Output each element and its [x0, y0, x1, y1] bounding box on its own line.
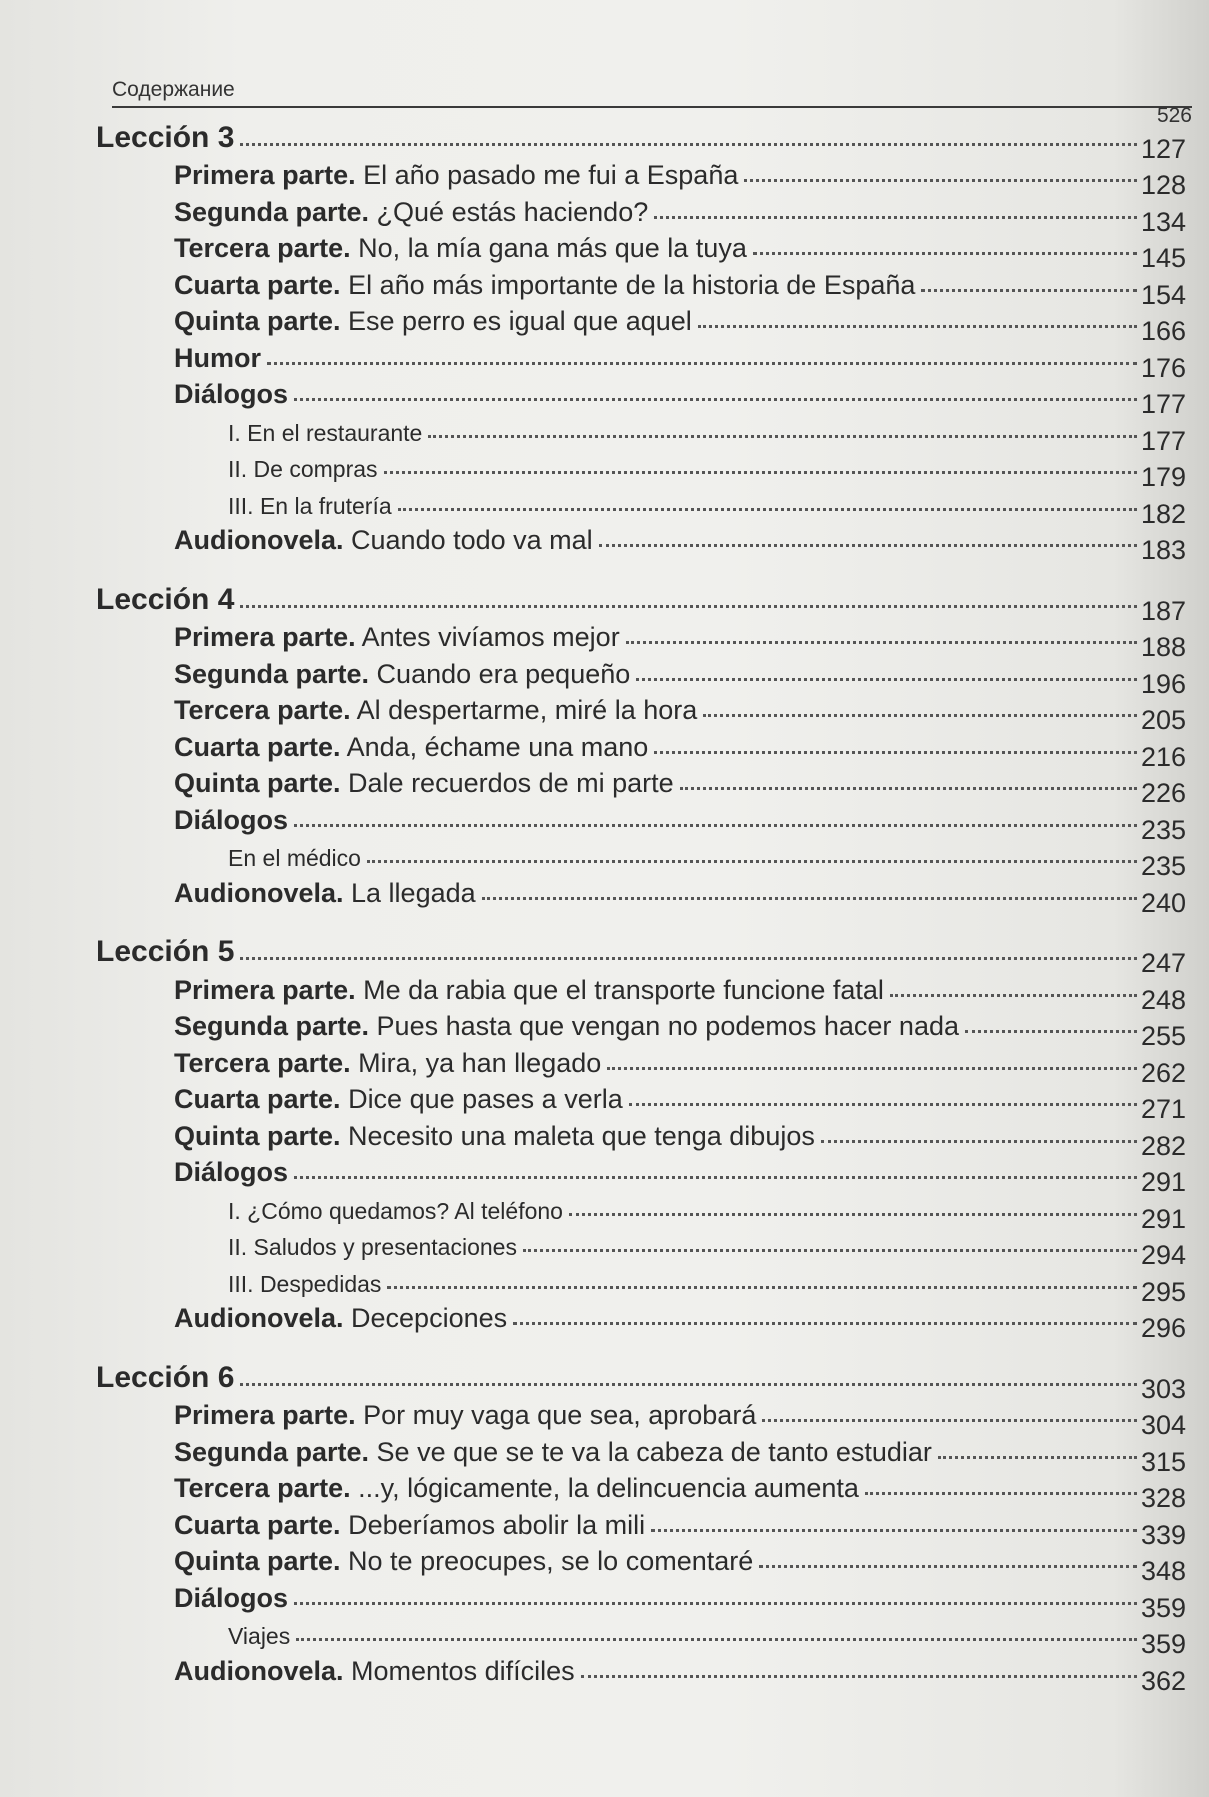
page-number: 216 [1140, 741, 1186, 772]
dot-leader [384, 471, 1137, 474]
entry-text [96, 1303, 507, 1334]
entry-text [96, 456, 378, 483]
entry-label: Diálogos [174, 379, 289, 409]
entry-text [96, 1234, 517, 1261]
entry-text [96, 1157, 288, 1188]
entry-text [96, 975, 884, 1006]
dot-leader [367, 860, 1137, 863]
dot-leader [654, 751, 1137, 754]
entry-title: Anda, échame una mano [340, 731, 649, 762]
entry-text [96, 1546, 753, 1577]
entry-label: Segunda parte. [174, 196, 370, 227]
toc-entry [96, 228, 1186, 273]
entry-text [96, 659, 630, 690]
entry-label: Quinta parte. [174, 768, 341, 798]
entry-label: Primera parte. [174, 1400, 356, 1430]
page-number: 196 [1140, 668, 1186, 699]
entry-title: El año pasado me fui a España [355, 160, 739, 190]
entry-title: Por muy vaga que sea, aprobará [355, 1400, 757, 1430]
entry-label: Diálogos [174, 804, 289, 835]
toc-entry [96, 1431, 1186, 1477]
entry-title: Pues hasta que vengan no podemos hacer nada [369, 1011, 959, 1041]
entry-title: Necesito una maleta que tenga dibujos [340, 1120, 815, 1151]
entry-text [96, 493, 392, 520]
lesson-heading [96, 580, 1186, 626]
entry-text [96, 197, 648, 228]
entry-text [96, 845, 361, 872]
header-title: Содержание [112, 78, 235, 101]
dot-leader [759, 1565, 1137, 1568]
entry-label: Cuarta parte. [174, 269, 341, 300]
entry-title: III. En la frutería [228, 492, 392, 519]
page-number: 303 [1140, 1373, 1186, 1404]
entry-label: Diálogos [174, 1582, 289, 1613]
entry-title: ¿Qué estás haciendo? [369, 196, 649, 227]
entry-label: Segunda parte. [174, 658, 370, 689]
entry-label: Audionovela. [174, 1655, 344, 1686]
entry-title: Dice que pases a verla [340, 1084, 623, 1114]
entry-text [96, 379, 288, 410]
lesson-block [96, 118, 1186, 565]
toc-entry [96, 1504, 1186, 1550]
page-number: 348 [1140, 1556, 1186, 1586]
entry-label: Audionovela. [174, 877, 344, 908]
page-number: 183 [1140, 535, 1186, 565]
entry-title: El año más importante de la historia de España [340, 269, 916, 300]
page-number: 134 [1140, 206, 1186, 237]
toc-entry [96, 1079, 1186, 1124]
entry-label: Primera parte. [174, 622, 356, 652]
page-number: 304 [1140, 1410, 1186, 1440]
entry-text [96, 160, 738, 191]
page-number: 295 [1140, 1276, 1186, 1307]
dot-leader [513, 1322, 1137, 1325]
toc-entry [96, 653, 1186, 699]
toc-entry [96, 872, 1186, 918]
toc-subentry [96, 836, 1186, 881]
dot-leader [240, 1383, 1137, 1386]
lesson-title: Lección 6 [96, 1360, 235, 1394]
toc-entry [96, 1115, 1186, 1161]
toc-entry [96, 520, 1186, 565]
toc-subentry [96, 1225, 1186, 1270]
entry-text [96, 768, 674, 799]
entry-text [96, 695, 697, 726]
entry-title: Mira, ya han llegado [350, 1047, 602, 1078]
dot-leader [654, 216, 1137, 219]
toc-subentry [96, 1261, 1186, 1307]
page-number: 128 [1140, 170, 1186, 200]
page-number: 271 [1140, 1094, 1186, 1124]
toc-entry [96, 155, 1186, 200]
entry-label: Tercera parte. [174, 1047, 351, 1078]
entry-text [96, 306, 692, 337]
page-number: 145 [1140, 243, 1186, 273]
page-number: 182 [1140, 498, 1186, 529]
page-number: 177 [1140, 389, 1186, 419]
dot-leader [965, 1030, 1137, 1033]
dot-leader [921, 289, 1137, 292]
entry-title: II. Saludos y presentaciones [228, 1234, 517, 1260]
dot-leader [387, 1286, 1137, 1289]
page-number: 291 [1140, 1167, 1186, 1197]
dot-leader [753, 252, 1137, 255]
entry-label: Diálogos [174, 1157, 289, 1187]
entry-label: Primera parte. [174, 974, 356, 1005]
dot-leader [607, 1067, 1137, 1070]
entry-text [96, 1656, 575, 1687]
lesson-block [96, 1358, 1186, 1696]
entry-text [96, 1271, 381, 1298]
entry-title: ...y, lógicamente, la delincuencia aumenta [350, 1473, 859, 1503]
entry-label: Quinta parte. [174, 1546, 341, 1576]
entry-title: Ese perro es igual que aquel [340, 306, 692, 336]
entry-label: Cuarta parte. [174, 731, 341, 762]
toc-subentry [96, 447, 1186, 492]
dot-leader [294, 398, 1137, 401]
toc-entry [96, 690, 1186, 735]
dot-leader [636, 678, 1137, 681]
page-number: 127 [1140, 133, 1186, 164]
entry-label: Tercera parte. [174, 1473, 351, 1503]
entry-title: II. De compras [228, 456, 378, 482]
dot-leader [296, 1638, 1137, 1641]
page-number: 179 [1140, 462, 1186, 492]
page-number: 166 [1140, 316, 1186, 346]
lesson-title: Lección 3 [96, 120, 235, 154]
page-number: 359 [1140, 1629, 1186, 1659]
toc-entry [96, 1006, 1186, 1051]
page-number: 235 [1140, 851, 1186, 881]
entry-label: Segunda parte. [174, 1436, 370, 1467]
lesson-block [96, 933, 1186, 1343]
toc-subentry [96, 410, 1186, 456]
entry-text [96, 1583, 288, 1614]
entry-text [96, 270, 915, 301]
page-number: 328 [1140, 1483, 1186, 1513]
table-of-contents [96, 118, 1186, 1711]
page-number: 154 [1140, 279, 1186, 310]
entry-text [96, 343, 261, 374]
toc-subentry [96, 1188, 1186, 1234]
lesson-title: Lección 5 [96, 935, 235, 968]
entry-title: Decepciones [343, 1303, 508, 1333]
dot-leader [569, 1213, 1137, 1216]
entry-label: Quinta parte. [174, 306, 341, 336]
dot-leader [523, 1249, 1137, 1252]
entry-text [96, 1473, 859, 1504]
entry-label: Cuarta parte. [174, 1509, 341, 1540]
page-number: 296 [1140, 1313, 1186, 1343]
dot-leader [865, 1492, 1137, 1495]
entry-title: III. Despedidas [228, 1270, 382, 1297]
dot-leader [294, 1176, 1137, 1179]
entry-title: En el médico [228, 845, 361, 871]
entry-text [96, 1510, 645, 1541]
dot-leader [680, 787, 1137, 790]
entry-text [96, 1623, 290, 1650]
entry-label: Humor [174, 342, 261, 373]
entry-title: Cuando todo va mal [343, 525, 593, 555]
page-number: 294 [1140, 1240, 1186, 1270]
entry-text [96, 1198, 563, 1225]
entry-title: No te preocupes, se lo comentaré [340, 1546, 754, 1576]
entry-text [96, 805, 288, 836]
entry-label: Tercera parte. [174, 695, 351, 725]
page-number: 262 [1140, 1057, 1186, 1088]
dot-leader [428, 435, 1137, 438]
toc-entry [96, 1298, 1186, 1343]
entry-text [96, 732, 648, 763]
toc-entry [96, 763, 1186, 808]
toc-subentry [96, 483, 1186, 529]
dot-leader [599, 544, 1137, 547]
entry-title: Deberíamos abolir la mili [340, 1509, 646, 1540]
dot-leader [240, 957, 1137, 960]
entry-text [96, 1400, 756, 1431]
entry-title: La llegada [343, 877, 476, 908]
page-number: 187 [1140, 595, 1186, 626]
dot-leader [703, 714, 1137, 717]
entry-title: Dale recuerdos de mi parte [340, 768, 674, 798]
toc-entry [96, 799, 1186, 845]
dot-leader [744, 179, 1137, 182]
entry-text [96, 878, 476, 909]
dot-leader [629, 1103, 1137, 1106]
toc-entry [96, 264, 1186, 310]
dot-leader [821, 1140, 1137, 1143]
toc-entry [96, 1152, 1186, 1197]
dot-leader [240, 143, 1137, 146]
entry-text [96, 420, 422, 447]
page-number: 282 [1140, 1130, 1186, 1161]
dot-leader [581, 1675, 1137, 1678]
entry-title: I. En el restaurante [228, 419, 423, 446]
dot-leader [294, 824, 1137, 827]
page-number: 359 [1140, 1592, 1186, 1623]
page-number: 177 [1140, 425, 1186, 456]
entry-text [96, 233, 747, 264]
toc-entry [96, 1577, 1186, 1623]
entry-title: Se ve que se te va la cabeza de tanto estudiar [369, 1436, 932, 1467]
entry-label: Audionovela. [174, 525, 344, 555]
entry-title: I. ¿Cómo quedamos? Al teléfono [228, 1197, 563, 1224]
header-page-number: 526 [1156, 104, 1192, 127]
toc-entry [96, 1042, 1186, 1088]
entry-title: No, la mía gana más que la tuya [350, 233, 747, 263]
dot-leader [240, 605, 1137, 608]
toc-entry [96, 726, 1186, 772]
toc-entry [96, 1395, 1186, 1440]
entry-title: Me da rabia que el transporte funcione fatal [355, 974, 884, 1005]
dot-leader [651, 1529, 1137, 1532]
page-number: 315 [1140, 1446, 1186, 1477]
dot-leader [267, 362, 1137, 365]
dot-leader [890, 994, 1137, 997]
lesson-block [96, 580, 1186, 918]
lesson-heading [96, 118, 1186, 164]
entry-title: Momentos difíciles [343, 1655, 575, 1686]
page-number: 339 [1140, 1519, 1186, 1550]
page-number: 247 [1140, 948, 1186, 978]
toc-entry [96, 301, 1186, 346]
toc-entry [96, 191, 1186, 237]
dot-leader [938, 1456, 1137, 1459]
page-number: 205 [1140, 705, 1186, 735]
page-number: 240 [1140, 887, 1186, 918]
entry-text [96, 1084, 623, 1115]
page-number: 255 [1140, 1021, 1186, 1051]
page-number: 188 [1140, 632, 1186, 662]
entry-title: Viajes [228, 1623, 291, 1649]
dot-leader [698, 325, 1137, 328]
dot-leader [294, 1602, 1137, 1605]
running-header [112, 72, 1192, 127]
dot-leader [762, 1419, 1137, 1422]
lesson-heading [96, 1358, 1186, 1404]
entry-text [96, 1011, 959, 1042]
entry-title: Antes vivíamos mejor [355, 622, 620, 652]
entry-text [96, 622, 620, 653]
toc-entry [96, 337, 1186, 383]
toc-entry [96, 1541, 1186, 1586]
dot-leader [482, 897, 1137, 900]
page-number: 235 [1140, 814, 1186, 845]
toc-entry [96, 617, 1186, 662]
entry-text [96, 525, 593, 556]
lesson-title: Lección 4 [96, 582, 235, 616]
entry-label: Audionovela. [174, 1303, 344, 1333]
entry-label: Segunda parte. [174, 1011, 370, 1041]
page-number: 362 [1140, 1665, 1186, 1696]
page-number: 291 [1140, 1203, 1186, 1234]
entry-title: Cuando era pequeño [369, 658, 631, 689]
entry-text [96, 1048, 601, 1079]
page-number: 176 [1140, 352, 1186, 383]
toc-subentry [96, 1614, 1186, 1659]
dot-leader [398, 508, 1137, 511]
toc-entry [96, 1468, 1186, 1513]
toc-entry [96, 374, 1186, 419]
page-number: 248 [1140, 984, 1186, 1015]
dot-leader [626, 641, 1137, 644]
entry-title: Al despertarme, miré la hora [350, 695, 698, 725]
lesson-heading [96, 933, 1186, 978]
page-number: 226 [1140, 778, 1186, 808]
entry-label: Primera parte. [174, 160, 356, 190]
toc-entry [96, 969, 1186, 1015]
entry-label: Cuarta parte. [174, 1084, 341, 1114]
entry-label: Quinta parte. [174, 1120, 341, 1151]
entry-text [96, 1437, 932, 1468]
toc-entry [96, 1650, 1186, 1696]
entry-label: Tercera parte. [174, 233, 351, 263]
entry-text [96, 1121, 815, 1152]
